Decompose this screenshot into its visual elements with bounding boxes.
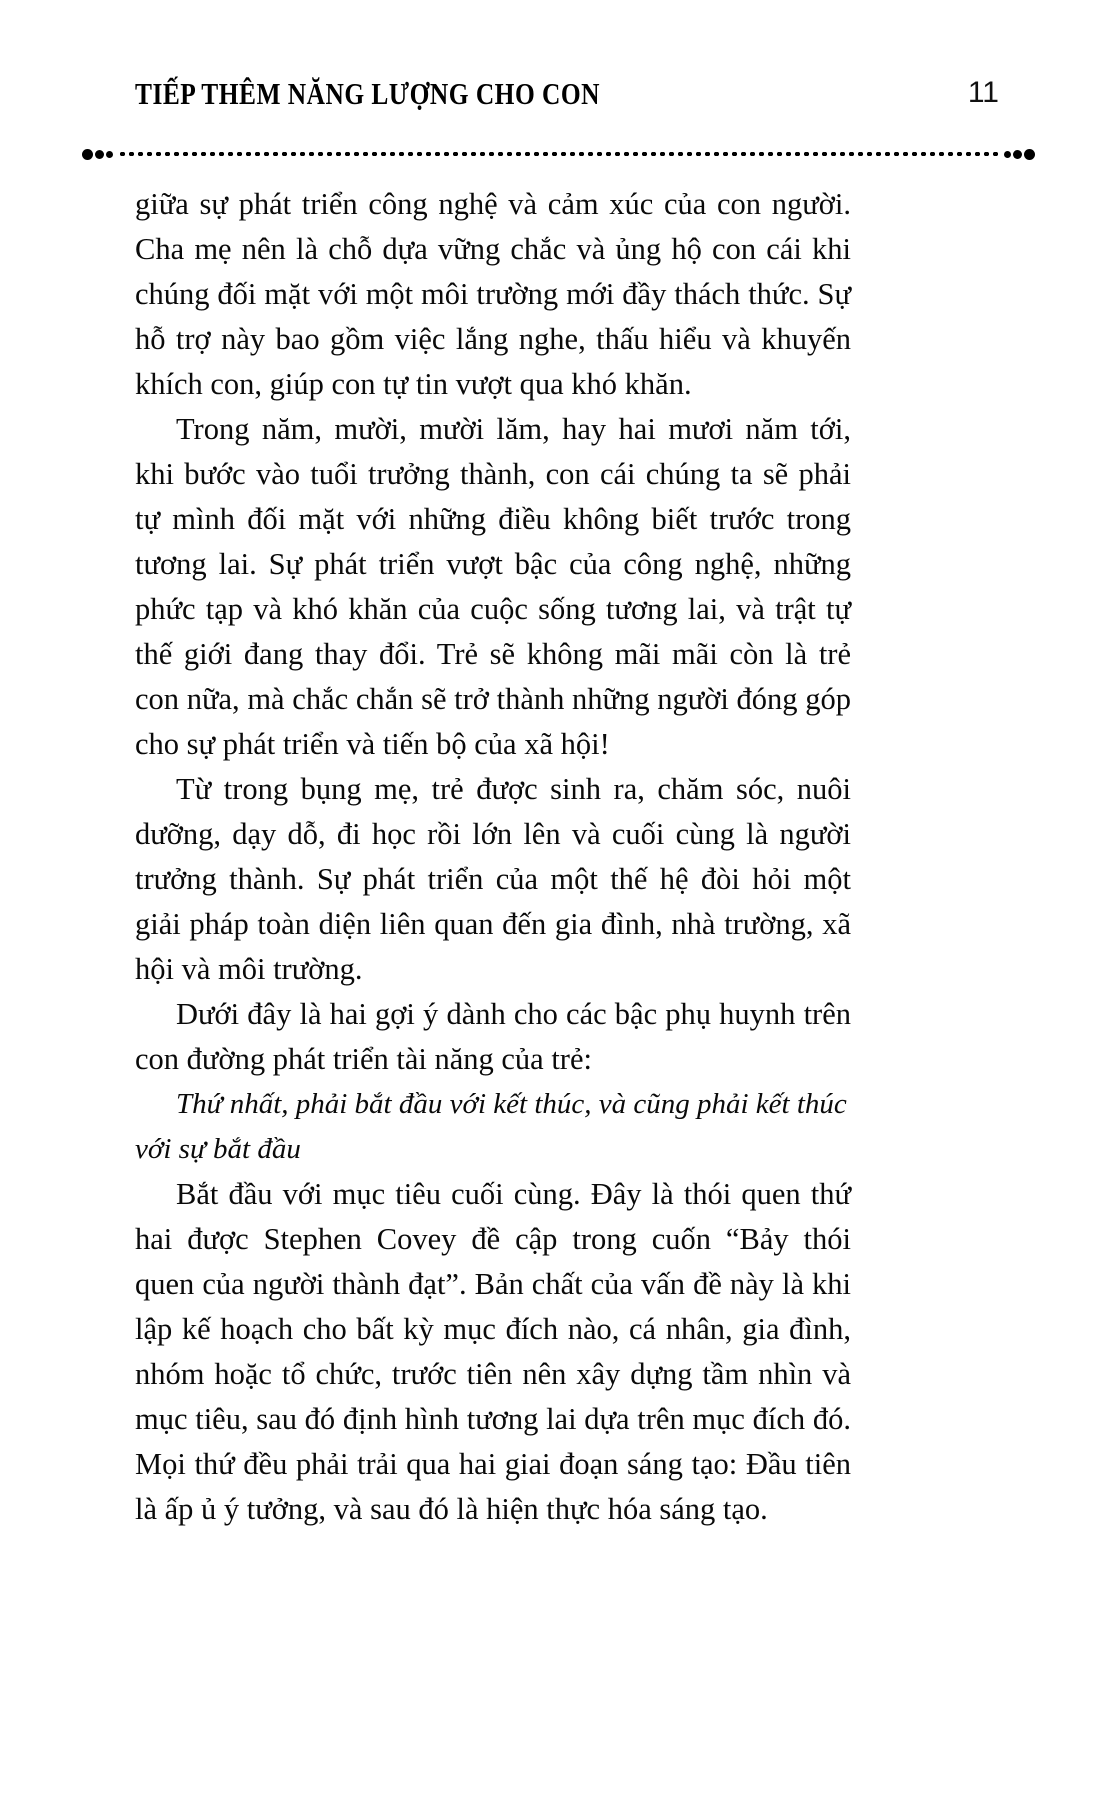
- paragraph: Bắt đầu với mục tiêu cuối cùng. Đây là thói quen thứ hai được Stephen Covey đề cập trong cuốn “Bảy thói quen của người thành đạt”. Bản chất của vấn đề này là khi lập kế hoạch cho bất kỳ mục đích nào, cá nhân, gia đình, nhóm hoặc tổ chức, trước tiên nên xây dựng tầm nhìn và mục tiêu, sau đó định hình tương lai dựa trên mục đích đó. Mọi thứ đều phải trải qua hai giai đoạn sáng tạo: Đầu tiên là ấp ủ ý tưởng, và sau đó là hiện thực hóa sáng tạo.: [135, 1177, 851, 1526]
- divider-dot-small-right: [1004, 151, 1011, 158]
- paragraph: Dưới đây là hai gợi ý dành cho các bậc phụ huynh trên con đường phát triển tài năng của trẻ:: [135, 997, 851, 1076]
- paragraph: Trong năm, mười, mười lăm, hay hai mươi năm tới, khi bước vào tuổi trưởng thành, con cái chúng ta sẽ phải tự mình đối mặt với những điều không biết trước trong tương lai. Sự phát triển vượt bậc của công nghệ, những phức tạp và khó khăn của cuộc sống tương lai, và trật tự thế giới đang thay đổi. Trẻ sẽ không mãi mãi còn là trẻ con nữa, mà chắc chắn sẽ trở thành những người đóng góp cho sự phát triển và tiến bộ của xã hội!: [135, 412, 851, 761]
- paragraph: Từ trong bụng mẹ, trẻ được sinh ra, chăm sóc, nuôi dưỡng, dạy dỗ, đi học rồi lớn lên và cuối cùng là người trưởng thành. Sự phát triển của một thế hệ đòi hỏi một giải pháp toàn diện liên quan đến gia đình, nhà trường, xã hội và môi trường.: [135, 772, 851, 986]
- ornamental-divider: [82, 146, 1037, 162]
- running-head: [135, 76, 999, 118]
- divider-dot-large-right: [1024, 149, 1035, 160]
- divider-dot-medium-right: [1013, 150, 1022, 159]
- running-head-title: TIẾP THÊM NĂNG LƯỢNG CHO CON: [135, 76, 601, 111]
- paragraph-continuation: giữa sự phát triển công nghệ và cảm xúc của con người. Cha mẹ nên là chỗ dựa vững chắc và ủng hộ con cái khi chúng đối mặt với một môi trường mới đầy thách thức. Sự hỗ trợ này bao gồm việc lắng nghe, thấu hiểu và khuyến khích con, giúp con tự tin vượt qua khó khăn.: [135, 187, 851, 401]
- body-text: [135, 182, 851, 1532]
- divider-dot-large-left: [82, 149, 93, 160]
- divider-dot-medium-left: [95, 150, 104, 159]
- divider-dotted-line: [118, 152, 1001, 156]
- page-number: 11: [967, 76, 999, 109]
- divider-dot-small-left: [106, 151, 113, 158]
- italic-subheading: Thứ nhất, phải bắt đầu với kết thúc, và cũng phải kết thúc với sự bắt đầu: [135, 1088, 847, 1165]
